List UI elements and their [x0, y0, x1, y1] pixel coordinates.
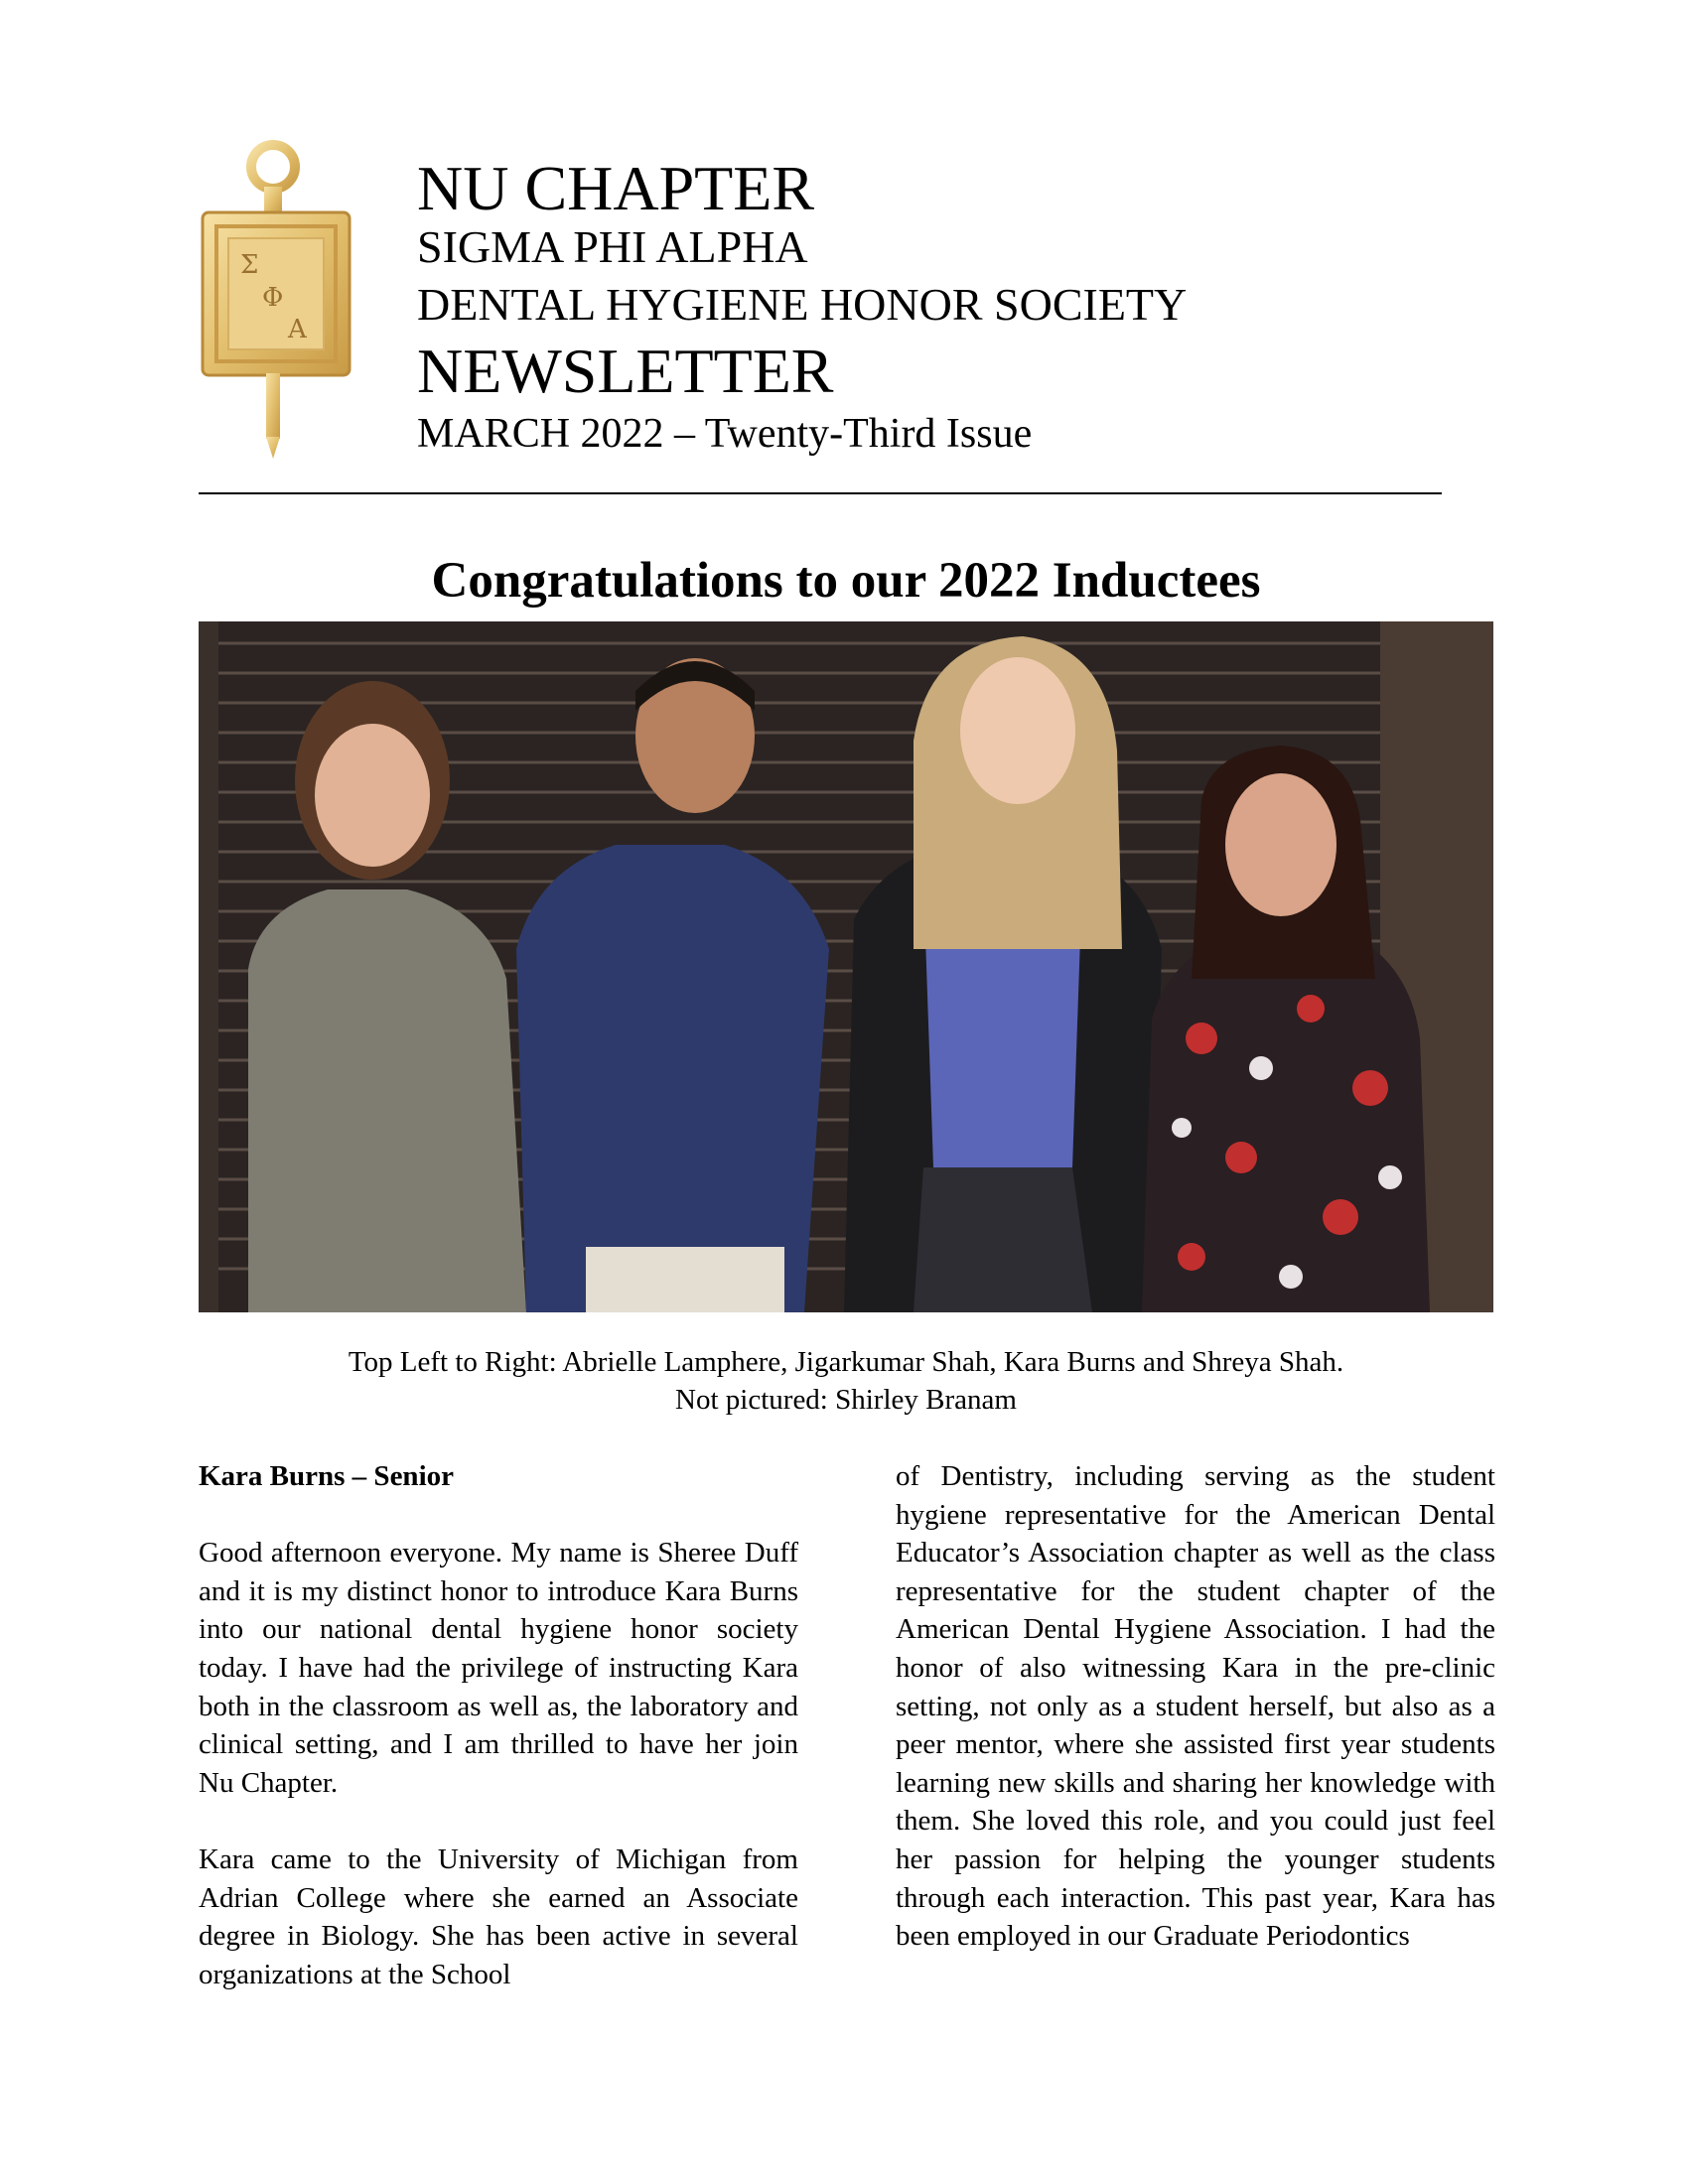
photo-caption [199, 1343, 1493, 1419]
newsletter-title: NEWSLETTER [417, 336, 834, 406]
society-name: SIGMA PHI ALPHA [417, 221, 808, 272]
masthead-text [417, 153, 1188, 463]
article-paragraph-3: of Dentistry, including serving as the student hygiene representative for the American Dental Educator’s Association chapter as well as the class representative for the student chapter of the American Dental Hygiene Association. I had the honor of also witnessing Kara in the pre-clinic setting, not only as a student herself, but also as a peer mentor, where she assisted first year students learning new skills and sharing her knowledge with them. She loved this role, and you could just feel her passion for helping the younger students through each interaction. This past year, Kara has been employed in our Graduate Periodontics [896, 1460, 1495, 1953]
article-column-left [199, 1457, 798, 1993]
caption-not-pictured: Not pictured: Shirley Branam [675, 1384, 1017, 1416]
society-subtitle: DENTAL HYGIENE HONOR SOCIETY [417, 279, 1188, 330]
inductees-group-photo [199, 621, 1493, 1312]
masthead [199, 139, 1440, 496]
page-headline: Congratulations to our 2022 Inductees [431, 553, 1261, 609]
issue-date: MARCH 2022 – Twenty-Third Issue [417, 411, 1033, 457]
pin-letter-alpha: Α [288, 315, 307, 344]
pin-letter-phi: Φ [262, 283, 284, 313]
caption-names: Top Left to Right: Abrielle Lamphere, Jigarkumar Shah, Kara Burns and Shreya Shah. [348, 1346, 1344, 1378]
pin-letter-sigma: Σ [240, 250, 259, 280]
article-column-right [896, 1457, 1495, 1956]
article-heading: Kara Burns – Senior [199, 1460, 454, 1492]
chapter-name: NU CHAPTER [417, 153, 815, 223]
article-paragraph-1: Good afternoon everyone. My name is Sheree Duff and it is my distinct honor to introduce Kara Burns into our national dental hygiene honor society today. I have had the privilege of instructing Kara both in the classroom as well as, the laboratory and clinical setting, and I am thrilled to have her join Nu Chapter. [199, 1537, 798, 1799]
honor-society-key-pin-icon [199, 139, 357, 467]
article-paragraph-2: Kara came to the University of Michigan from Adrian College where she earned an Associate degree in Biology. She has been active in several organizations at the School [199, 1843, 798, 1990]
masthead-divider [199, 492, 1442, 494]
